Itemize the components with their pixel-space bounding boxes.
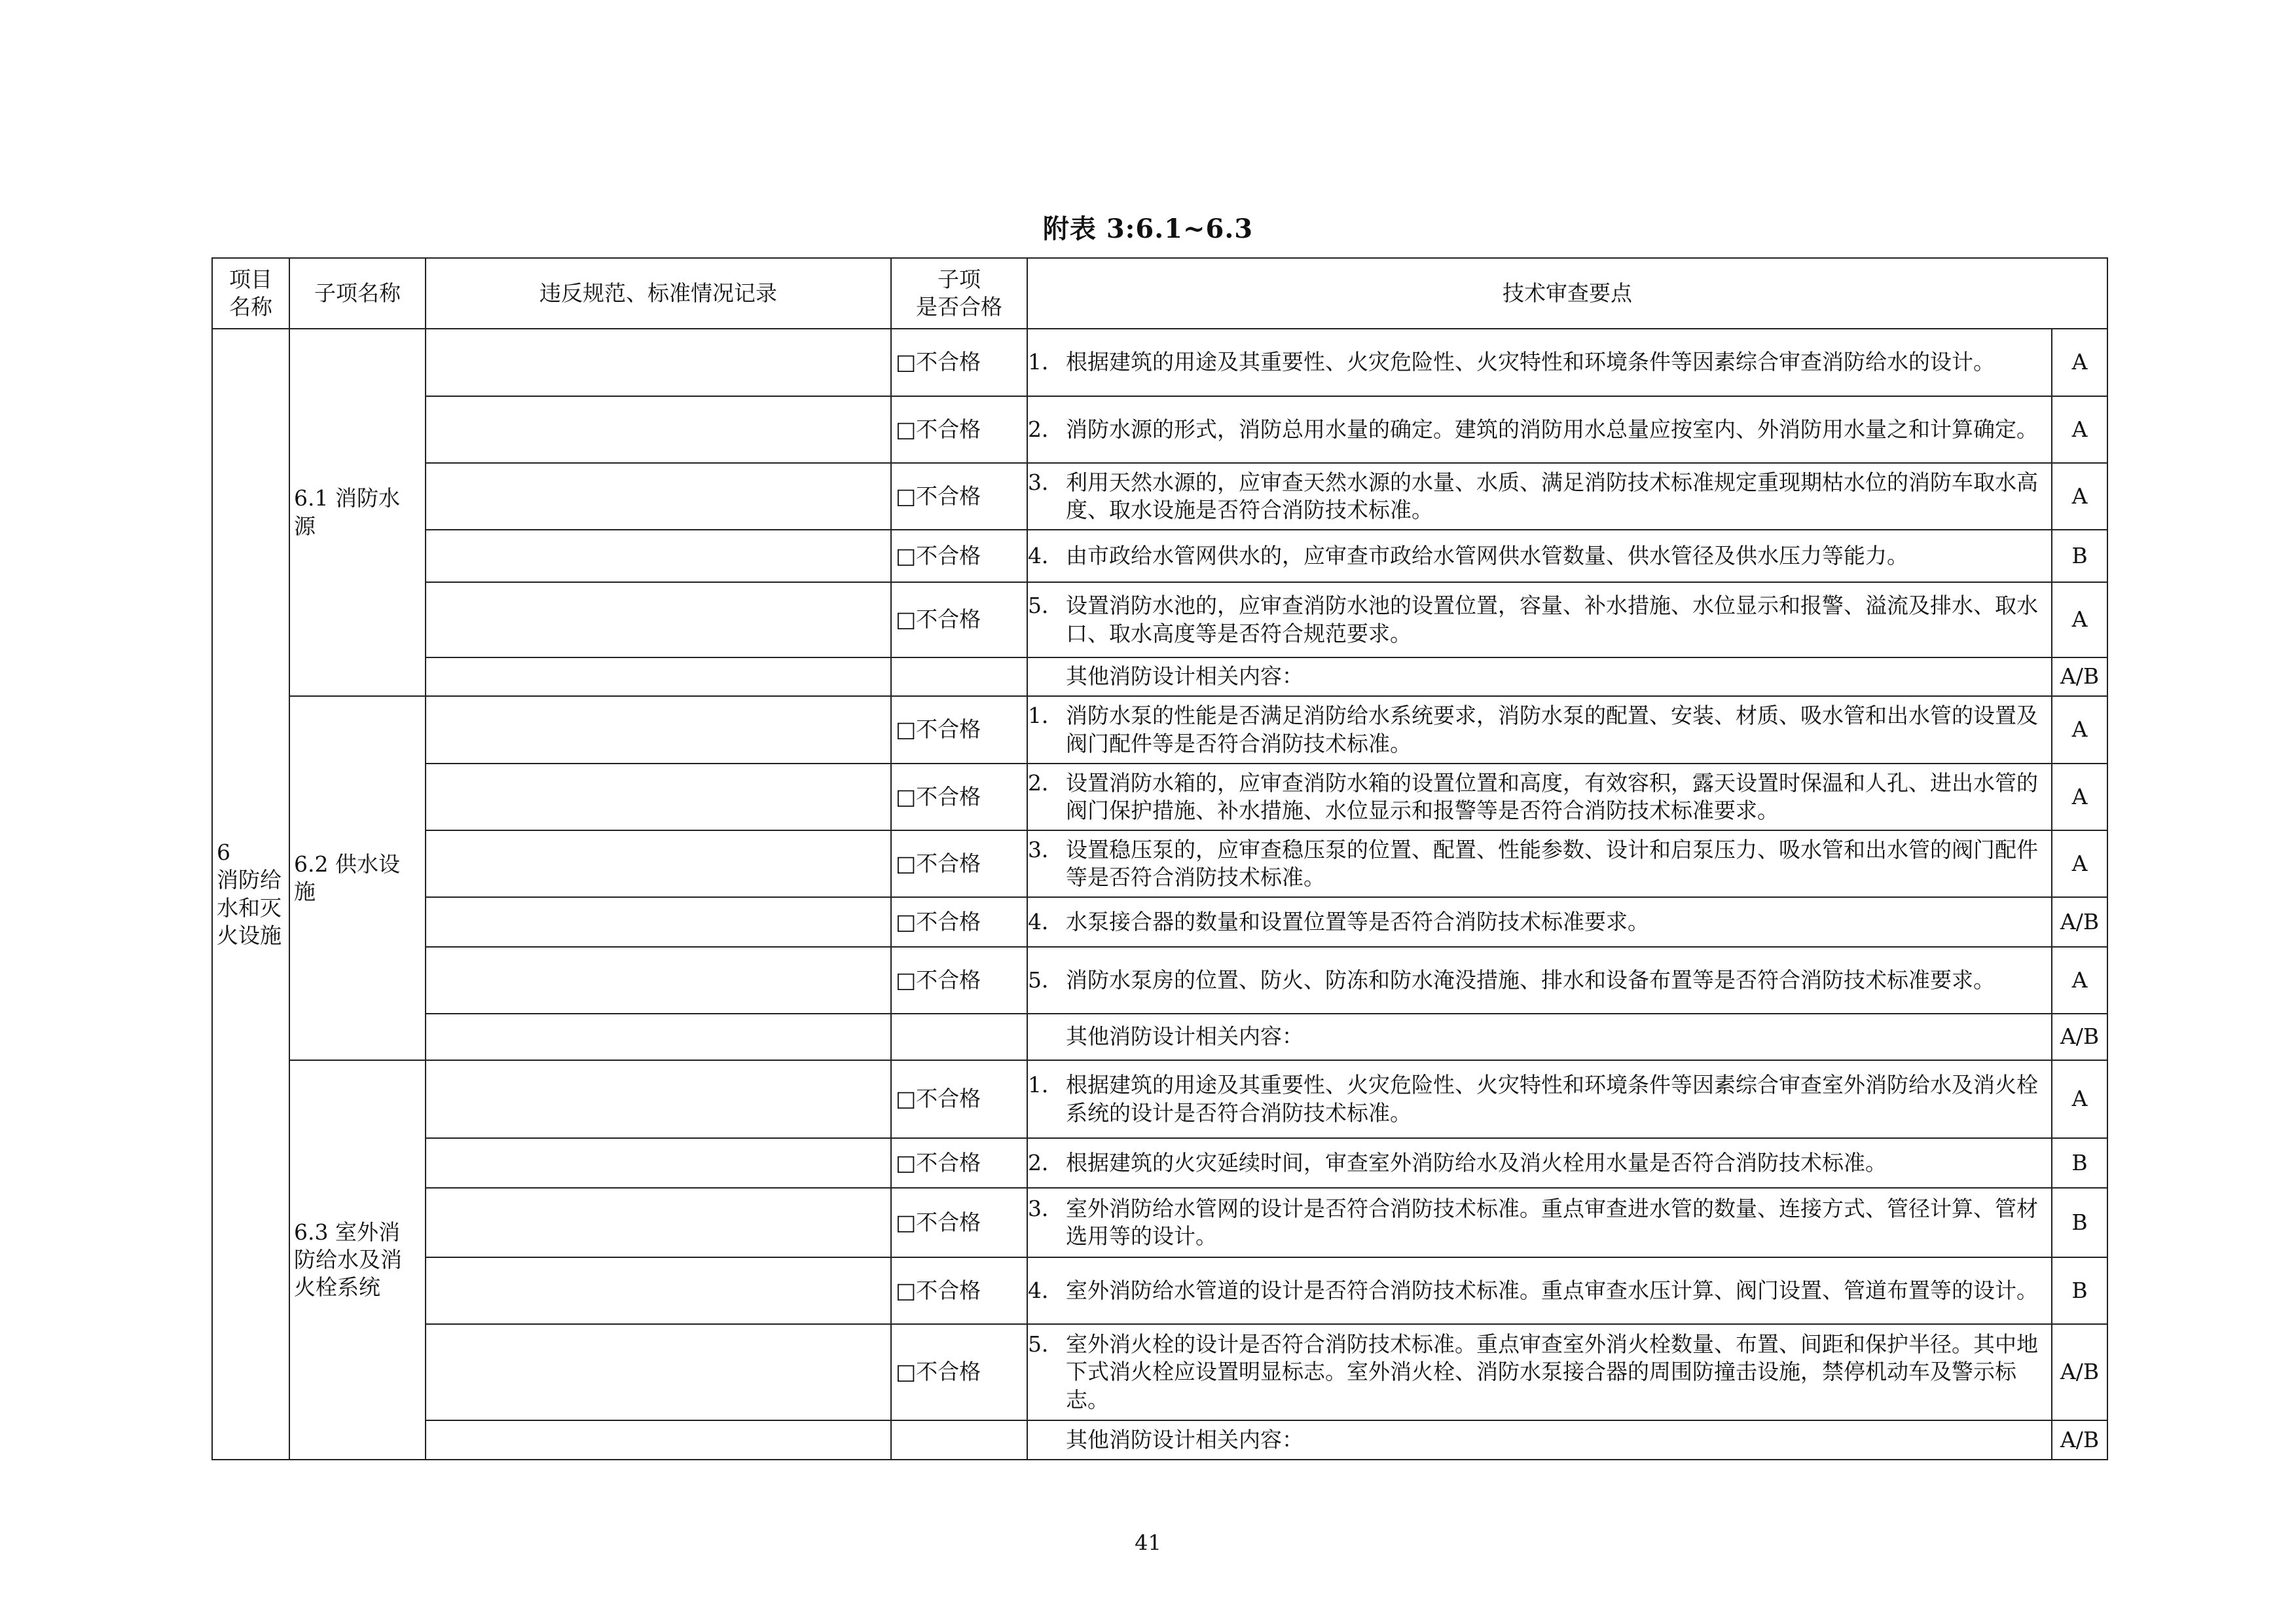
table-row bbox=[212, 530, 2107, 582]
violation-record-cell[interactable] bbox=[426, 1324, 891, 1420]
level-cell: B bbox=[2052, 1188, 2107, 1257]
level-cell: B bbox=[2052, 530, 2107, 582]
level-cell: A/B bbox=[2052, 1014, 2107, 1060]
level-cell: A bbox=[2052, 696, 2107, 764]
unqualified-checkbox[interactable]: □不合格 bbox=[891, 329, 1027, 396]
point-number: 2． bbox=[1028, 1149, 1063, 1175]
violation-record-cell[interactable] bbox=[426, 530, 891, 582]
unqualified-checkbox[interactable]: □不合格 bbox=[891, 582, 1027, 657]
table-row bbox=[212, 329, 2107, 396]
violation-record-cell[interactable] bbox=[426, 1257, 891, 1324]
unqualified-checkbox[interactable]: □不合格 bbox=[891, 1138, 1027, 1188]
review-point-cell bbox=[1027, 764, 2052, 830]
review-point-cell bbox=[1027, 897, 2052, 947]
violation-record-cell[interactable] bbox=[426, 830, 891, 897]
point-number: 2． bbox=[1028, 769, 1063, 796]
unqualified-checkbox[interactable]: □不合格 bbox=[891, 897, 1027, 947]
point-number: 5． bbox=[1028, 967, 1063, 993]
level-cell: A/B bbox=[2052, 1420, 2107, 1460]
review-point-cell bbox=[1027, 530, 2052, 582]
point-text: 水泵接合器的数量和设置位置等是否符合消防技术标准要求。 bbox=[1066, 908, 1649, 934]
unqualified-checkbox[interactable]: □不合格 bbox=[891, 830, 1027, 897]
level-cell: A/B bbox=[2052, 897, 2107, 947]
header-subitem: 子项名称 bbox=[289, 258, 426, 329]
violation-record-cell[interactable] bbox=[426, 1420, 891, 1460]
level-cell: A/B bbox=[2052, 657, 2107, 696]
point-number: 3． bbox=[1028, 1195, 1063, 1221]
point-text: 室外消防给水管网的设计是否符合消防技术标准。重点审查进水管的数量、连接方式、管径计算、管材选用等的设计。 bbox=[1066, 1195, 2038, 1249]
header-record: 违反规范、标准情况记录 bbox=[426, 258, 891, 329]
point-number: 1． bbox=[1028, 703, 1063, 729]
review-point-cell bbox=[1027, 582, 2052, 657]
violation-record-cell[interactable] bbox=[426, 1060, 891, 1138]
unqualified-checkbox[interactable]: □不合格 bbox=[891, 530, 1027, 582]
project-name-cell: 6 消防给 水和灭 火设施 bbox=[212, 329, 289, 1460]
level-cell: A bbox=[2052, 830, 2107, 897]
table-row bbox=[212, 1257, 2107, 1324]
table-row bbox=[212, 1138, 2107, 1188]
point-number: 4． bbox=[1028, 542, 1063, 568]
subitem-name-cell: 6.1 消防水源 bbox=[289, 329, 426, 696]
table-row bbox=[212, 830, 2107, 897]
header-points: 技术审查要点 bbox=[1027, 258, 2107, 329]
table-row bbox=[212, 582, 2107, 657]
unqualified-checkbox[interactable]: □不合格 bbox=[891, 1188, 1027, 1257]
violation-record-cell[interactable] bbox=[426, 329, 891, 396]
point-text: 由市政给水管网供水的，应审查市政给水管网供水管数量、供水管径及供水压力等能力。 bbox=[1066, 542, 1908, 568]
point-number: 3． bbox=[1028, 836, 1063, 862]
table-row bbox=[212, 1324, 2107, 1420]
header-qualified: 子项 是否合格 bbox=[891, 258, 1027, 329]
review-table bbox=[211, 257, 2108, 1460]
violation-record-cell[interactable] bbox=[426, 657, 891, 696]
review-point-cell bbox=[1027, 329, 2052, 396]
header-row bbox=[212, 258, 2107, 329]
point-text: 根据建筑的用途及其重要性、火灾危险性、火灾特性和环境条件等因素综合审查室外消防给水及消火栓系统的设计是否符合消防技术标准。 bbox=[1066, 1072, 2038, 1126]
unqualified-checkbox[interactable]: □不合格 bbox=[891, 1060, 1027, 1138]
point-number: 3． bbox=[1028, 469, 1063, 495]
unqualified-checkbox[interactable]: □不合格 bbox=[891, 947, 1027, 1014]
table-row bbox=[212, 897, 2107, 947]
level-cell: A bbox=[2052, 764, 2107, 830]
point-number: 1． bbox=[1028, 1072, 1063, 1098]
unqualified-checkbox[interactable]: □不合格 bbox=[891, 1257, 1027, 1324]
review-point-cell bbox=[1027, 396, 2052, 463]
level-cell: A bbox=[2052, 329, 2107, 396]
level-cell: A bbox=[2052, 582, 2107, 657]
level-cell: A bbox=[2052, 1060, 2107, 1138]
review-point-cell bbox=[1027, 1420, 2052, 1460]
table-row bbox=[212, 1188, 2107, 1257]
empty-result-cell bbox=[891, 1014, 1027, 1060]
level-cell: B bbox=[2052, 1138, 2107, 1188]
violation-record-cell[interactable] bbox=[426, 1014, 891, 1060]
review-point-cell bbox=[1027, 657, 2052, 696]
empty-result-cell bbox=[891, 1420, 1027, 1460]
review-point-cell bbox=[1027, 830, 2052, 897]
point-text: 设置消防水箱的，应审查消防水箱的设置位置和高度，有效容积，露天设置时保温和人孔、进出水管的阀门保护措施、补水措施、水位显示和报警等是否符合消防技术标准要求。 bbox=[1066, 769, 2038, 823]
page-number: 41 bbox=[1135, 1530, 1161, 1555]
unqualified-checkbox[interactable]: □不合格 bbox=[891, 764, 1027, 830]
table-row bbox=[212, 1420, 2107, 1460]
header-project: 项目 名称 bbox=[212, 258, 289, 329]
violation-record-cell[interactable] bbox=[426, 1138, 891, 1188]
violation-record-cell[interactable] bbox=[426, 764, 891, 830]
point-number: 5． bbox=[1028, 1331, 1063, 1357]
point-text: 设置稳压泵的，应审查稳压泵的位置、配置、性能参数、设计和启泵压力、吸水管和出水管的阀门配件等是否符合消防技术标准。 bbox=[1066, 836, 2038, 890]
point-number: 5． bbox=[1028, 593, 1063, 619]
review-point-cell bbox=[1027, 1138, 2052, 1188]
review-point-cell bbox=[1027, 1014, 2052, 1060]
level-cell: A bbox=[2052, 947, 2107, 1014]
review-point-cell bbox=[1027, 1257, 2052, 1324]
unqualified-checkbox[interactable]: □不合格 bbox=[891, 1324, 1027, 1420]
review-point-cell bbox=[1027, 1060, 2052, 1138]
point-number: 4． bbox=[1028, 1277, 1063, 1303]
violation-record-cell[interactable] bbox=[426, 396, 891, 463]
table-row bbox=[212, 696, 2107, 764]
table-row bbox=[212, 463, 2107, 530]
violation-record-cell[interactable] bbox=[426, 897, 891, 947]
table-row bbox=[212, 1060, 2107, 1138]
review-point-cell bbox=[1027, 1324, 2052, 1420]
subitem-name-cell: 6.3 室外消防给水及消火栓系统 bbox=[289, 1060, 426, 1460]
table-row bbox=[212, 764, 2107, 830]
unqualified-checkbox[interactable]: □不合格 bbox=[891, 396, 1027, 463]
table-row bbox=[212, 1014, 2107, 1060]
table-body bbox=[212, 329, 2107, 1460]
point-text: 利用天然水源的，应审查天然水源的水量、水质、满足消防技术标准规定重现期枯水位的消防车取水高度、取水设施是否符合消防技术标准。 bbox=[1066, 469, 2038, 523]
point-text: 消防水泵的性能是否满足消防给水系统要求，消防水泵的配置、安装、材质、吸水管和出水管的设置及阀门配件等是否符合消防技术标准。 bbox=[1066, 703, 2038, 756]
unqualified-checkbox[interactable]: □不合格 bbox=[891, 696, 1027, 764]
table-row bbox=[212, 657, 2107, 696]
table-row bbox=[212, 396, 2107, 463]
table-row bbox=[212, 947, 2107, 1014]
point-text: 根据建筑的火灾延续时间，审查室外消防给水及消火栓用水量是否符合消防技术标准。 bbox=[1066, 1149, 1887, 1175]
point-text: 消防水泵房的位置、防火、防冻和防水淹没措施、排水和设备布置等是否符合消防技术标准要求。 bbox=[1066, 967, 1995, 993]
violation-record-cell[interactable] bbox=[426, 463, 891, 530]
review-point-cell bbox=[1027, 1188, 2052, 1257]
point-text: 其他消防设计相关内容： bbox=[1066, 1426, 1303, 1452]
violation-record-cell[interactable] bbox=[426, 947, 891, 1014]
level-cell: B bbox=[2052, 1257, 2107, 1324]
subitem-name-cell: 6.2 供水设施 bbox=[289, 696, 426, 1060]
level-cell: A bbox=[2052, 396, 2107, 463]
point-text: 室外消防给水管道的设计是否符合消防技术标准。重点审查水压计算、阀门设置、管道布置等的设计。 bbox=[1066, 1277, 2038, 1303]
point-number: 4． bbox=[1028, 908, 1063, 934]
point-text: 根据建筑的用途及其重要性、火灾危险性、火灾特性和环境条件等因素综合审查消防给水的设计。 bbox=[1066, 349, 1995, 375]
point-text: 设置消防水池的，应审查消防水池的设置位置，容量、补水措施、水位显示和报警、溢流及排水、取水口、取水高度等是否符合规范要求。 bbox=[1066, 593, 2038, 646]
point-text: 消防水源的形式，消防总用水量的确定。建筑的消防用水总量应按室内、外消防用水量之和计算确定。 bbox=[1066, 416, 2038, 442]
review-point-cell bbox=[1027, 696, 2052, 764]
violation-record-cell[interactable] bbox=[426, 696, 891, 764]
level-cell: A/B bbox=[2052, 1324, 2107, 1420]
review-point-cell bbox=[1027, 947, 2052, 1014]
point-number: 2． bbox=[1028, 416, 1063, 442]
page-title: 附表 3:6.1~6.3 bbox=[1042, 213, 1254, 244]
violation-record-cell[interactable] bbox=[426, 582, 891, 657]
level-cell: A bbox=[2052, 463, 2107, 530]
point-text: 其他消防设计相关内容： bbox=[1066, 1024, 1303, 1050]
violation-record-cell[interactable] bbox=[426, 1188, 891, 1257]
point-number: 1． bbox=[1028, 349, 1063, 375]
review-point-cell bbox=[1027, 463, 2052, 530]
point-text: 室外消火栓的设计是否符合消防技术标准。重点审查室外消火栓数量、布置、间距和保护半径。其中地下式消火栓应设置明显标志。室外消火栓、消防水泵接合器的周围防撞击设施，禁停机动车及警示标志。 bbox=[1066, 1331, 2038, 1412]
point-text: 其他消防设计相关内容： bbox=[1066, 663, 1303, 690]
empty-result-cell bbox=[891, 657, 1027, 696]
unqualified-checkbox[interactable]: □不合格 bbox=[891, 463, 1027, 530]
